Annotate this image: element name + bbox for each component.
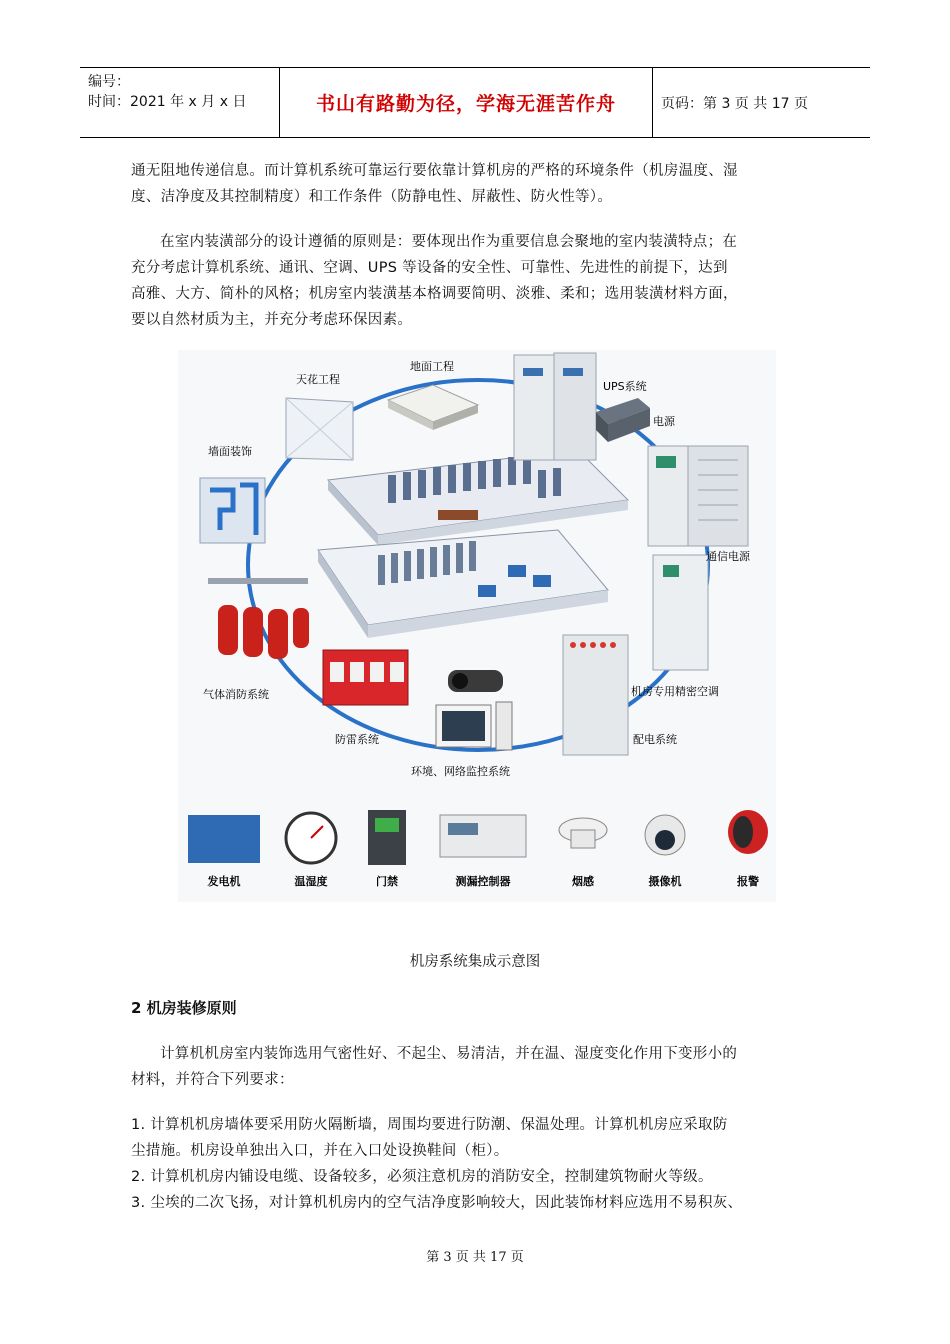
label-comm-power: 通信电源 (706, 550, 750, 563)
fire-cylinders (208, 578, 309, 659)
text-line: 充分考虑计算机系统、通讯、空调、UPS 等设备的安全性、可靠性、先进性的前提下，达到 (131, 260, 728, 276)
monitoring-station (436, 670, 512, 750)
bottom-equipment (188, 810, 768, 865)
label-lightning: 防雷系统 (335, 733, 379, 746)
room-floorplan-lower (318, 530, 608, 638)
text-line: 在室内装潢部分的设计遵循的原则是：要体现出作为重要信息会聚地的室内装潢特点；在 (160, 234, 738, 250)
room-floorplan-upper (328, 450, 628, 545)
header-left-cell (80, 68, 280, 137)
label-fire: 气体消防系统 (203, 688, 269, 701)
text-line: 通无阻地传递信息。而计算机系统可靠运行要依靠计算机房的严格的环境条件（机房温度、湿 (131, 163, 738, 179)
label-wall: 墙面装饰 (208, 445, 252, 458)
text-line: 度、洁净度及其控制精度）和工作条件（防静电性、屏蔽性、防火性等）。 (131, 189, 613, 205)
label-distribution: 配电系统 (633, 733, 677, 746)
text-line: 计算机机房室内装饰选用气密性好、不起尘、易清洁，并在温、湿度变化作用下变形小的 (160, 1046, 738, 1062)
bottom-label: 测漏控制器 (455, 875, 511, 888)
section-intro (131, 1041, 821, 1093)
page-header (80, 67, 870, 138)
text-line: 要以自然材质为主，并充分考虑环保因素。 (131, 312, 413, 328)
wall-panel (200, 478, 265, 543)
label-ac: 机房专用精密空调 (631, 685, 719, 698)
requirements-list (131, 1112, 821, 1216)
label-monitor: 环境、网络监控系统 (411, 765, 510, 778)
label-ups: UPS系统 (603, 380, 647, 393)
page-footer: 第 3 页 共 17 页 (426, 1250, 524, 1265)
bottom-label: 烟感 (572, 875, 594, 888)
label-floor: 地面工程 (410, 360, 454, 373)
bottom-label: 发电机 (207, 875, 241, 888)
leak-controller-icon (440, 815, 526, 857)
generator-icon (188, 815, 260, 863)
lightning-protector (323, 650, 408, 705)
list-item: 3. 尘埃的二次飞扬，对计算机机房内的空气洁净度影响较大，因此装饰材料应选用不易积灰、 (131, 1195, 743, 1211)
bottom-label: 报警 (737, 875, 759, 888)
time-label: 时间：2021 年 x 月 x 日 (88, 94, 247, 110)
paragraph-1 (131, 158, 821, 210)
paragraph-2 (131, 229, 821, 333)
section-heading: 2 机房装修原则 (131, 999, 237, 1017)
list-item-continuation: 尘措施。机房设单独出入口，并在入口处设换鞋间（柜）。 (131, 1143, 509, 1159)
ups-cabinet (514, 353, 596, 460)
list-item: 1. 计算机机房墙体要采用防火隔断墙，周围均要进行防潮、保温处理。计算机机房应采取防 (131, 1117, 728, 1133)
header-slogan: 书山有路勤为径，学海无涯苦作舟 (280, 68, 653, 137)
precision-ac-cabinet (653, 555, 708, 670)
text-line: 材料，并符合下列要求： (131, 1072, 294, 1088)
label-power: 电源 (653, 415, 675, 428)
header-page-label: 页码：第 3 页 共 17 页 (661, 95, 808, 112)
distribution-cabinet (563, 635, 628, 755)
bottom-label: 门禁 (376, 875, 398, 888)
comm-power-cabinet (648, 446, 748, 546)
label-ceiling: 天花工程 (296, 373, 340, 386)
bottom-label: 温湿度 (294, 875, 328, 888)
number-label: 编号： (88, 74, 130, 90)
text-line: 高雅、大方、简朴的风格；机房室内装潢基本格调要简明、淡雅、柔和；选用装潢材料方面， (131, 286, 738, 302)
ceiling-tile (286, 398, 353, 460)
figure-caption: 机房系统集成示意图 (409, 954, 541, 970)
bottom-label: 摄像机 (648, 875, 682, 888)
list-item: 2. 计算机机房内铺设电缆、设备较多，必须注意机房的消防安全，控制建筑物耐火等级。 (131, 1169, 713, 1185)
system-integration-figure (178, 350, 776, 902)
figure-illustration (178, 350, 776, 902)
